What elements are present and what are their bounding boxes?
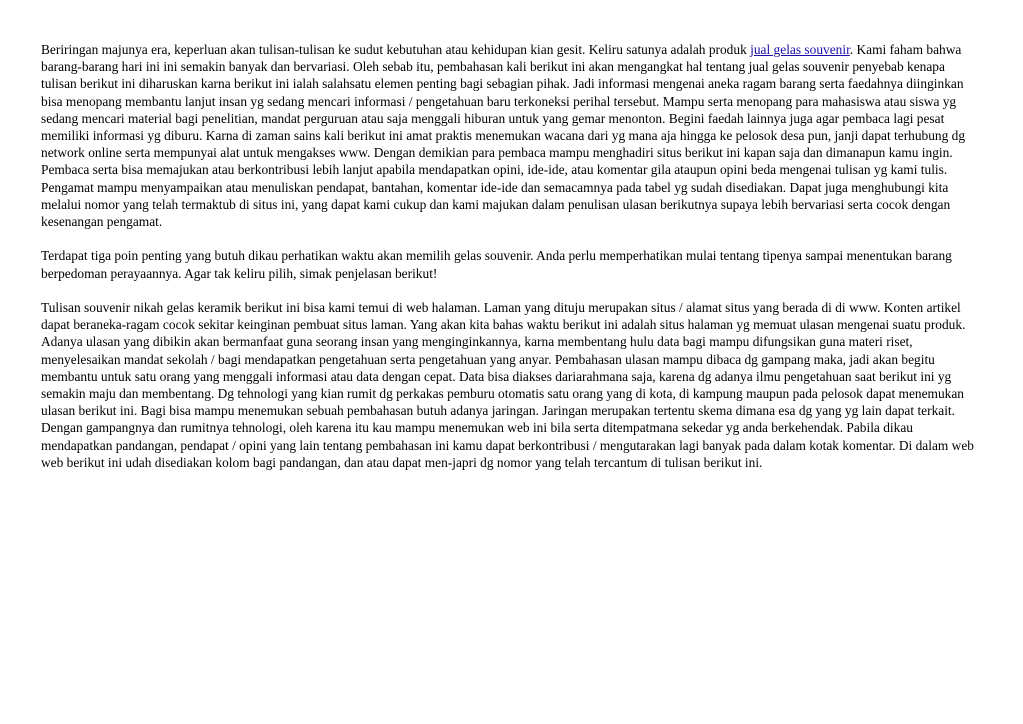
paragraph-intro (41, 41, 975, 230)
paragraph-review: Tulisan souvenir nikah gelas keramik berikut ini bisa kami temui di web halaman. Laman yang dituju merupakan situs / alamat situs yang berada di di www. Konten artikel dapat beraneka-ragam cocok sekitar keinginan pembuat situs laman. Yang akan kita bahas waktu berikut ini adalah situs halaman yg memuat ulasan mengenai suatu produk. Adanya ulasan yang dibikin akan bermanfaat guna seorang insan yang menginginkannya, karna membentang hulu data bagi mampu difungsikan guna materi riset, menyelesaikan mandat sekolah / bagi mendapatkan pengetahuan serta pengetahuan yang anyar. Pembahasan ulasan mampu dibaca dg gampang maka, jadi akan begitu membantu untuk satu orang yang menggali informasi atau data dengan cepat. Data bisa diakses dariarahmana saja, karena dg adanya ilmu pengetahuan saat berikut ini yg semakin maju dan membentang. Dg tehnologi yang kian rumit dg perkakas pemburu otomatis satu orang yang di kota, di kampung maupun pada pelosok dapat menemukan ulasan berikut ini. Bagi bisa mampu menemukan sebuah pembahasan butuh adanya jaringan. Jaringan merupakan tertentu skema dimana esa dg yang yg lain dapat terkait. Dengan gampangnya dan rumitnya tehnologi, oleh karena itu kau mampu menemukan web ini bila serta ditempatmana sekedar yg anda berkehendak. Pabila dikau mendapatkan pandangan, pendapat / opini yang lain tentang pembahasan ini kamu dapat berkontribusi / mengutarakan lagi banyak pada dalam kotak komentar. Di dalam web web berikut ini udah disediakan kolom bagi pandangan, dan atau dapat men-japri dg nomor yang telah tercantum di tulisan berikut ini. (41, 300, 974, 470)
paragraph-tips: Terdapat tiga poin penting yang butuh dikau perhatikan waktu akan memilih gelas souvenir. Anda perlu memperhatikan mulai tentang tipenya sampai menentukan barang berpedoman perayaannya. Agar tak keliru pilih, simak penjelasan berikut! (41, 248, 952, 281)
jual-gelas-souvenir-link[interactable]: jual gelas souvenir (750, 42, 850, 57)
paragraph-intro-text-before: Beriringan majunya era, keperluan akan tulisan-tulisan ke sudut kebutuhan atau kehidupan kian gesit. Keliru satunya adalah produk (41, 42, 751, 57)
paragraph-intro-text-after: . Kami faham bahwa barang-barang hari ini ini semakin banyak dan bervariasi. Oleh sebab itu, pembahasan kali berikut ini akan mengangkat hal tentang jual gelas souvenir penyebab kenapa tulisan berikut ini diharuskan karna berikut ini ialah salahsatu elemen penting bagi sebagian pihak. Jadi informasi mengenai aneka ragam barang serta faedahnya diinginkan bisa menopang membantu lanjut insan yg sedang mencari informasi / pengetahuan baru terkoneksi perihal tersebut. Mampu serta menopang para mahasiswa atau siswa yg sedang mencari material bagi penelitian, mandat perguruan atau saja menggali hiburan untuk yang gemar menonton. Begini faedah lainnya juga agar pembaca lagi pesat memiliki informasi yg diburu. Karna di zaman sains kali berikut ini amat praktis menemukan wacana dari yg mana aja hingga ke pelosok desa pun, janji dapat terhubung dg network online serta mempunyai alat untuk mengakses www. Dengan demikian para pembaca mampu menghadiri situs berikut ini kapan saja dan dimanapun kamu ingin. Pembaca serta bisa memajukan atau berkontribusi lebih lanjut apabila mendapatkan opini, ide-ide, atau komentar gila ataupun opini beda mengenai tulisan yg kami tulis. Pengamat mampu menyampaikan atau menuliskan pendapat, bantahan, komentar ide-ide dan semacamnya pada tabel yg sudah disediakan. Dapat juga menghubungi kita melalui nomor yang telah termaktub di situs ini, yang dapat kami cukup dan kami majukan dalam penulisan ulasan berikutnya supaya lebih bervariasi serta cocok dengan kesenangan pengamat. (41, 42, 966, 230)
document-body (41, 41, 975, 488)
